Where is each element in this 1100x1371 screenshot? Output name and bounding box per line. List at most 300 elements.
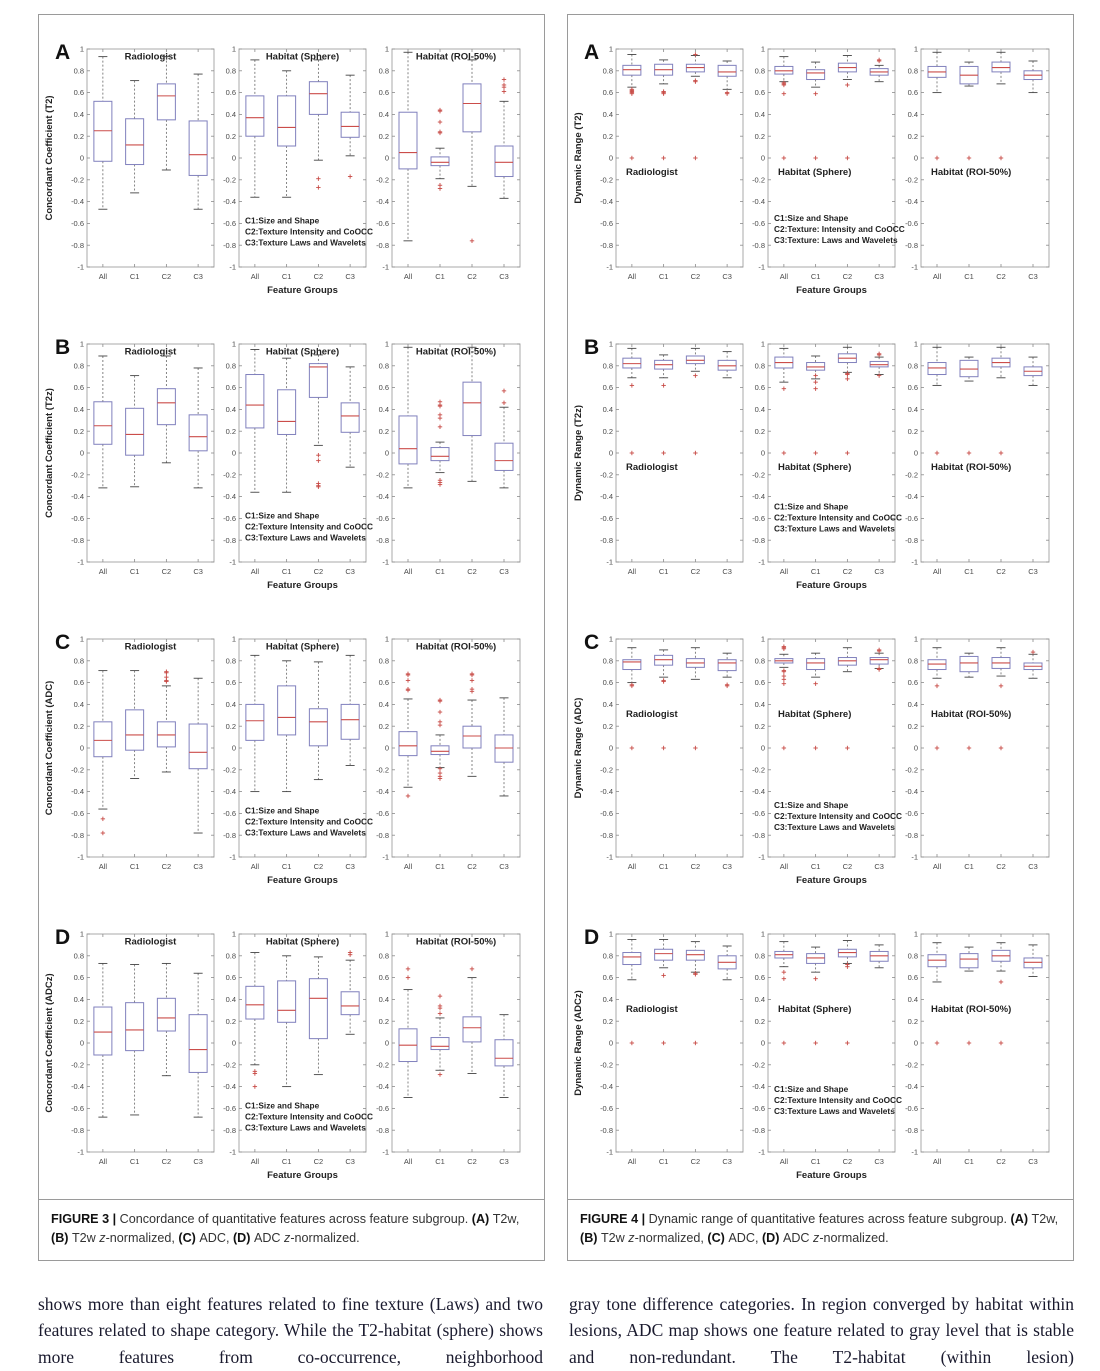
- svg-text:C3: C3: [499, 862, 509, 871]
- caption-text-segment: -normalized.: [819, 1230, 889, 1245]
- subplot-title: Habitat (ROI-50%): [931, 462, 1012, 474]
- svg-text:0.2: 0.2: [754, 131, 765, 141]
- svg-text:-0.4: -0.4: [376, 197, 389, 207]
- svg-text:0: 0: [913, 153, 918, 163]
- svg-text:0.4: 0.4: [378, 405, 389, 414]
- svg-text:-0.6: -0.6: [71, 514, 84, 523]
- svg-text:0.8: 0.8: [907, 361, 918, 371]
- svg-text:All: All: [627, 272, 637, 281]
- svg-text:-0.2: -0.2: [905, 1060, 918, 1070]
- subplot-title: Habitat (Sphere): [265, 346, 340, 358]
- caption-text-segment: ADC,: [199, 1230, 233, 1245]
- svg-text:0: 0: [608, 743, 613, 753]
- svg-text:C1: C1: [964, 862, 974, 871]
- svg-text:-0.6: -0.6: [905, 809, 918, 818]
- svg-text:0.2: 0.2: [73, 1016, 84, 1026]
- svg-text:0.8: 0.8: [378, 951, 389, 961]
- svg-text:-0.6: -0.6: [905, 219, 918, 228]
- svg-text:0: 0: [384, 448, 389, 458]
- svg-text:0.4: 0.4: [754, 700, 765, 709]
- feature-group-legend: C3:Texture Laws and Wavelets: [245, 532, 366, 543]
- svg-text:1: 1: [913, 339, 918, 349]
- caption-text-segment: z: [284, 1230, 291, 1245]
- subplot-A-2: [905, 45, 1049, 281]
- svg-text:1: 1: [384, 634, 389, 644]
- svg-text:1: 1: [760, 634, 765, 644]
- svg-text:-0.6: -0.6: [752, 1104, 765, 1113]
- svg-text:C2: C2: [467, 272, 477, 281]
- svg-text:0.6: 0.6: [225, 88, 236, 98]
- feature-group-legend: C3:Texture Laws and Wavelets: [774, 523, 895, 534]
- svg-text:-0.8: -0.8: [71, 240, 84, 250]
- svg-text:-1: -1: [77, 1147, 84, 1157]
- y-axis-label: Concordant Coefficient (T2): [44, 95, 55, 221]
- subplot-title: Habitat (Sphere): [778, 462, 852, 474]
- svg-text:-0.4: -0.4: [752, 492, 765, 502]
- panel-letter: A: [584, 41, 600, 64]
- svg-text:0: 0: [79, 1038, 84, 1048]
- boxplot-row-B: [39, 314, 544, 609]
- svg-text:All: All: [627, 862, 637, 871]
- subplot-B-2: [905, 340, 1049, 576]
- svg-text:-0.8: -0.8: [752, 830, 765, 840]
- svg-text:1: 1: [608, 44, 613, 54]
- svg-text:0.8: 0.8: [754, 656, 765, 666]
- svg-text:-0.8: -0.8: [223, 535, 236, 545]
- caption-text-segment: Concordance of quantitative features across feature subgroup.: [119, 1212, 472, 1226]
- body-text: [38, 1291, 1100, 1371]
- svg-text:1: 1: [79, 634, 84, 644]
- caption-bold-segment: (A): [1010, 1212, 1032, 1226]
- svg-text:-1: -1: [229, 557, 236, 567]
- boxplot-row-svg-D: [568, 904, 1073, 1194]
- svg-text:-0.6: -0.6: [376, 1104, 389, 1113]
- y-axis-label: Concordant Coefficient (ADC): [44, 680, 55, 816]
- svg-text:0.4: 0.4: [602, 405, 613, 414]
- svg-text:C3: C3: [345, 862, 355, 871]
- subplot-C-1: [752, 635, 902, 886]
- svg-text:0.8: 0.8: [754, 361, 765, 371]
- svg-text:0.4: 0.4: [225, 110, 236, 119]
- svg-text:0.4: 0.4: [602, 110, 613, 119]
- svg-text:-0.2: -0.2: [600, 1060, 613, 1070]
- svg-text:0.2: 0.2: [907, 426, 918, 436]
- caption-bold-segment: FIGURE 3 |: [51, 1212, 120, 1226]
- figure-4-plots: [568, 15, 1073, 1199]
- panel-letter: C: [55, 631, 71, 654]
- svg-text:-0.8: -0.8: [223, 240, 236, 250]
- svg-text:All: All: [627, 1157, 637, 1166]
- svg-text:C2: C2: [690, 1157, 701, 1166]
- subplot-title: Habitat (ROI-50%): [415, 641, 497, 653]
- svg-text:0.6: 0.6: [73, 383, 84, 393]
- svg-text:All: All: [779, 862, 789, 871]
- svg-text:-0.6: -0.6: [905, 514, 918, 523]
- caption-bold-segment: (D): [761, 1230, 783, 1245]
- svg-text:All: All: [779, 272, 789, 281]
- svg-text:0: 0: [913, 743, 918, 753]
- svg-text:0.8: 0.8: [225, 656, 236, 666]
- svg-text:0.6: 0.6: [73, 973, 84, 983]
- svg-text:C2: C2: [996, 272, 1006, 281]
- svg-text:All: All: [250, 862, 260, 871]
- svg-text:0.2: 0.2: [225, 721, 236, 731]
- svg-text:C2: C2: [467, 567, 477, 576]
- svg-text:-0.4: -0.4: [600, 492, 613, 502]
- svg-text:C1: C1: [658, 567, 669, 576]
- svg-text:0.4: 0.4: [225, 700, 236, 709]
- boxplot-row-svg-A: [39, 19, 544, 309]
- svg-text:-0.2: -0.2: [905, 765, 918, 775]
- svg-text:C3: C3: [874, 272, 884, 281]
- caption-bold-segment: FIGURE 4 |: [580, 1212, 649, 1226]
- y-axis-label: Dynamic Range (ADCz): [573, 990, 584, 1096]
- svg-text:0: 0: [608, 448, 613, 458]
- svg-text:All: All: [932, 862, 942, 871]
- svg-text:-0.6: -0.6: [905, 1104, 918, 1113]
- svg-text:-0.6: -0.6: [752, 219, 765, 228]
- y-axis-label: Dynamic Range (ADC): [573, 697, 584, 799]
- svg-text:-0.8: -0.8: [905, 240, 918, 250]
- caption-text-segment: z: [628, 1230, 635, 1245]
- feature-group-legend: C2:Texture Intensity and CoOCC: [245, 816, 374, 827]
- feature-group-legend: C2:Texture Intensity and CoOCC: [245, 226, 374, 237]
- svg-text:-0.4: -0.4: [905, 492, 918, 502]
- svg-text:0: 0: [760, 743, 765, 753]
- subplot-D-0: [44, 930, 214, 1166]
- subplot-A-0: [573, 45, 743, 281]
- caption-bold-segment: (B): [51, 1230, 72, 1245]
- svg-text:C3: C3: [874, 567, 884, 576]
- subplot-title: Radiologist: [626, 167, 678, 179]
- feature-group-legend: C1:Size and Shape: [245, 805, 320, 816]
- svg-text:-0.4: -0.4: [223, 1082, 236, 1092]
- svg-text:0: 0: [608, 153, 613, 163]
- feature-group-legend: C1:Size and Shape: [774, 799, 849, 810]
- svg-text:C1: C1: [810, 1157, 821, 1166]
- feature-group-legend: C1:Size and Shape: [245, 215, 320, 226]
- svg-text:C1: C1: [964, 272, 974, 281]
- svg-text:All: All: [932, 1157, 942, 1166]
- subplot-title: Habitat (Sphere): [265, 641, 340, 653]
- panel-letter: A: [55, 41, 71, 64]
- caption-bold-segment: (C): [707, 1230, 729, 1245]
- svg-text:All: All: [250, 567, 260, 576]
- svg-text:0: 0: [760, 153, 765, 163]
- subplot-title: Radiologist: [626, 709, 678, 721]
- svg-text:-0.4: -0.4: [905, 787, 918, 797]
- svg-text:0.2: 0.2: [754, 721, 765, 731]
- figure-3-plots: [39, 15, 544, 1199]
- svg-text:C3: C3: [722, 1157, 732, 1166]
- svg-text:-1: -1: [911, 557, 918, 567]
- svg-text:0.8: 0.8: [907, 66, 918, 76]
- svg-text:0.8: 0.8: [73, 361, 84, 371]
- svg-text:-0.2: -0.2: [376, 765, 389, 775]
- svg-text:-0.6: -0.6: [600, 219, 613, 228]
- svg-text:C3: C3: [499, 1157, 509, 1166]
- svg-text:0.4: 0.4: [225, 405, 236, 414]
- svg-text:-0.4: -0.4: [600, 197, 613, 207]
- svg-text:0.4: 0.4: [754, 405, 765, 414]
- subplot-title: Habitat (ROI-50%): [415, 51, 497, 63]
- svg-text:-0.4: -0.4: [905, 197, 918, 207]
- svg-text:0.4: 0.4: [73, 405, 84, 414]
- svg-text:0.6: 0.6: [73, 678, 84, 688]
- svg-text:All: All: [627, 567, 637, 576]
- svg-text:0.2: 0.2: [378, 131, 389, 141]
- svg-text:0.8: 0.8: [754, 66, 765, 76]
- svg-text:0: 0: [384, 153, 389, 163]
- svg-text:0: 0: [231, 153, 236, 163]
- svg-text:C3: C3: [193, 272, 203, 281]
- svg-text:C3: C3: [874, 1157, 884, 1166]
- svg-text:C3: C3: [722, 272, 732, 281]
- svg-text:-0.2: -0.2: [376, 1060, 389, 1070]
- svg-text:0.8: 0.8: [907, 656, 918, 666]
- x-axis-label: Feature Groups: [796, 875, 867, 886]
- svg-text:C2: C2: [467, 862, 477, 871]
- svg-text:0.4: 0.4: [907, 995, 918, 1004]
- svg-text:C2: C2: [161, 862, 172, 871]
- svg-text:-1: -1: [77, 852, 84, 862]
- subplot-D-1: [223, 930, 373, 1181]
- svg-text:-0.2: -0.2: [376, 470, 389, 480]
- svg-text:-1: -1: [382, 852, 389, 862]
- svg-text:-0.2: -0.2: [71, 1060, 84, 1070]
- subplot-A-2: [376, 45, 520, 281]
- svg-text:0.4: 0.4: [754, 110, 765, 119]
- svg-text:0.2: 0.2: [73, 426, 84, 436]
- svg-text:-1: -1: [77, 557, 84, 567]
- boxplot-row-A: [39, 19, 544, 314]
- subplot-D-1: [752, 930, 902, 1181]
- svg-text:1: 1: [231, 44, 236, 54]
- svg-text:All: All: [932, 567, 942, 576]
- svg-text:C1: C1: [281, 272, 292, 281]
- svg-text:1: 1: [913, 44, 918, 54]
- svg-text:0.2: 0.2: [73, 131, 84, 141]
- x-axis-label: Feature Groups: [796, 1170, 867, 1181]
- svg-text:0.2: 0.2: [754, 426, 765, 436]
- svg-text:-0.8: -0.8: [752, 240, 765, 250]
- svg-text:0.2: 0.2: [225, 426, 236, 436]
- subplot-title: Habitat (ROI-50%): [931, 1004, 1012, 1016]
- svg-text:-0.8: -0.8: [600, 1125, 613, 1135]
- boxplot-row-svg-C: [568, 609, 1073, 899]
- svg-text:C2: C2: [690, 272, 701, 281]
- panel-letter: B: [584, 336, 600, 359]
- caption-text-segment: -normalized,: [634, 1230, 708, 1245]
- svg-text:-0.6: -0.6: [376, 809, 389, 818]
- svg-text:0.6: 0.6: [225, 383, 236, 393]
- subplot-title: Habitat (Sphere): [778, 1004, 852, 1016]
- svg-text:All: All: [98, 1157, 108, 1166]
- subplot-B-1: [752, 340, 902, 591]
- svg-text:C2: C2: [690, 567, 701, 576]
- caption-text-segment: -normalized.: [290, 1230, 360, 1245]
- svg-text:0.6: 0.6: [907, 973, 918, 983]
- svg-text:0: 0: [79, 448, 84, 458]
- svg-text:C2: C2: [161, 567, 172, 576]
- svg-text:0.8: 0.8: [73, 951, 84, 961]
- svg-text:-0.8: -0.8: [905, 830, 918, 840]
- svg-text:0.2: 0.2: [225, 131, 236, 141]
- svg-text:0.4: 0.4: [602, 700, 613, 709]
- svg-text:0.8: 0.8: [225, 361, 236, 371]
- svg-text:C3: C3: [1028, 862, 1038, 871]
- svg-text:1: 1: [79, 339, 84, 349]
- svg-text:C3: C3: [874, 862, 884, 871]
- svg-text:1: 1: [913, 929, 918, 939]
- svg-text:C2: C2: [690, 862, 701, 871]
- svg-text:1: 1: [231, 929, 236, 939]
- x-axis-label: Feature Groups: [267, 875, 338, 886]
- boxplot-row-D: [39, 904, 544, 1199]
- svg-text:0.4: 0.4: [378, 995, 389, 1004]
- svg-text:C2: C2: [842, 272, 853, 281]
- svg-text:-0.6: -0.6: [71, 809, 84, 818]
- subplot-A-0: [44, 45, 214, 281]
- svg-text:0.8: 0.8: [907, 951, 918, 961]
- svg-text:C2: C2: [313, 272, 324, 281]
- feature-group-legend: C1:Size and Shape: [245, 510, 320, 521]
- svg-text:C2: C2: [313, 567, 324, 576]
- caption-text-segment: z: [813, 1230, 820, 1245]
- svg-text:0.4: 0.4: [73, 700, 84, 709]
- svg-text:0: 0: [760, 448, 765, 458]
- svg-text:1: 1: [231, 634, 236, 644]
- svg-text:0: 0: [384, 743, 389, 753]
- svg-text:-0.2: -0.2: [223, 470, 236, 480]
- body-text-column-1: shows more than eight features related to fine texture (Laws) and two features related to shape category. While the T2-habitat (sphere) shows more features from co-occurrence, neighborhood: [38, 1293, 543, 1367]
- subplot-title: Habitat (Sphere): [265, 936, 340, 948]
- subplot-D-2: [905, 930, 1049, 1166]
- svg-text:0.4: 0.4: [907, 405, 918, 414]
- svg-text:-0.2: -0.2: [71, 175, 84, 185]
- svg-text:-0.2: -0.2: [71, 765, 84, 775]
- svg-text:-0.4: -0.4: [752, 197, 765, 207]
- body-text-column-2: gray tone difference categories. In region converged by habitat within lesions, ADC map shows one feature related to gray level that is stable and non-redundant. The T2-habitat (within lesion): [569, 1293, 1074, 1367]
- svg-text:C1: C1: [129, 1157, 140, 1166]
- svg-text:0: 0: [79, 743, 84, 753]
- svg-text:0: 0: [913, 1038, 918, 1048]
- svg-text:0.2: 0.2: [378, 1016, 389, 1026]
- feature-group-legend: C2:Texture Intensity and CoOCC: [245, 1111, 374, 1122]
- svg-text:1: 1: [384, 44, 389, 54]
- svg-text:0.6: 0.6: [754, 383, 765, 393]
- figure-3-box: [38, 14, 545, 1261]
- svg-text:C2: C2: [161, 1157, 172, 1166]
- svg-text:C3: C3: [345, 567, 355, 576]
- svg-text:-0.2: -0.2: [223, 765, 236, 775]
- svg-text:0.4: 0.4: [602, 995, 613, 1004]
- svg-text:0.8: 0.8: [378, 66, 389, 76]
- svg-text:-1: -1: [606, 262, 613, 272]
- svg-text:-1: -1: [606, 1147, 613, 1157]
- svg-text:-0.4: -0.4: [600, 787, 613, 797]
- svg-text:-0.2: -0.2: [600, 470, 613, 480]
- svg-text:-0.4: -0.4: [71, 492, 84, 502]
- svg-text:-1: -1: [77, 262, 84, 272]
- svg-text:C2: C2: [842, 1157, 853, 1166]
- svg-text:-0.8: -0.8: [223, 1125, 236, 1135]
- subplot-title: Radiologist: [124, 641, 177, 653]
- svg-text:0.6: 0.6: [378, 678, 389, 688]
- svg-text:C1: C1: [435, 1157, 445, 1166]
- svg-text:0.4: 0.4: [225, 995, 236, 1004]
- svg-text:0: 0: [231, 448, 236, 458]
- svg-text:0.6: 0.6: [907, 88, 918, 98]
- panel-letter: B: [55, 336, 71, 359]
- svg-text:C1: C1: [435, 272, 445, 281]
- x-axis-label: Feature Groups: [796, 285, 867, 296]
- svg-text:-0.4: -0.4: [905, 1082, 918, 1092]
- boxplot-row-svg-A: [568, 19, 1073, 309]
- svg-text:-0.6: -0.6: [752, 514, 765, 523]
- svg-text:C3: C3: [722, 862, 732, 871]
- figures-row: [38, 14, 1100, 1261]
- subplot-title: Radiologist: [124, 936, 177, 948]
- svg-text:-1: -1: [911, 1147, 918, 1157]
- svg-text:-0.8: -0.8: [71, 535, 84, 545]
- subplot-C-2: [376, 635, 520, 871]
- caption-bold-segment: (D): [232, 1230, 254, 1245]
- feature-group-legend: C3:Texture Laws and Wavelets: [245, 237, 366, 248]
- subplot-D-0: [573, 930, 743, 1166]
- boxplot-row-svg-B: [568, 314, 1073, 604]
- x-axis-label: Feature Groups: [267, 1170, 338, 1181]
- y-axis-label: Dynamic Range (T2): [573, 112, 584, 204]
- svg-text:0.6: 0.6: [754, 88, 765, 98]
- subplot-B-0: [573, 340, 743, 576]
- boxplot-row-C: [568, 609, 1073, 904]
- svg-text:0.6: 0.6: [225, 678, 236, 688]
- svg-text:C3: C3: [345, 1157, 355, 1166]
- subplot-title: Radiologist: [626, 1004, 678, 1016]
- svg-text:0: 0: [384, 1038, 389, 1048]
- svg-text:-0.8: -0.8: [905, 1125, 918, 1135]
- svg-text:C3: C3: [1028, 272, 1038, 281]
- x-axis-label: Feature Groups: [267, 580, 338, 591]
- feature-group-legend: C3:Texture Laws and Wavelets: [245, 1122, 366, 1133]
- boxplot-row-svg-B: [39, 314, 544, 604]
- svg-text:C1: C1: [129, 272, 140, 281]
- svg-text:0.2: 0.2: [602, 426, 613, 436]
- svg-text:-1: -1: [382, 262, 389, 272]
- svg-text:-0.2: -0.2: [376, 175, 389, 185]
- svg-text:C2: C2: [313, 1157, 324, 1166]
- svg-text:All: All: [98, 862, 108, 871]
- caption-text-segment: T2w,: [492, 1212, 520, 1226]
- svg-text:1: 1: [384, 339, 389, 349]
- feature-group-legend: C3:Texture Laws and Wavelets: [774, 821, 895, 832]
- subplot-title: Habitat (ROI-50%): [931, 709, 1012, 721]
- svg-text:-0.4: -0.4: [376, 1082, 389, 1092]
- svg-text:-1: -1: [229, 1147, 236, 1157]
- svg-text:C1: C1: [435, 567, 445, 576]
- svg-text:C2: C2: [467, 1157, 477, 1166]
- svg-text:0.4: 0.4: [378, 110, 389, 119]
- svg-text:1: 1: [608, 339, 613, 349]
- svg-text:-0.6: -0.6: [600, 809, 613, 818]
- svg-text:0: 0: [760, 1038, 765, 1048]
- y-axis-label: Concordant Coefficient (T2z): [44, 388, 55, 518]
- svg-text:-0.4: -0.4: [376, 787, 389, 797]
- svg-text:0.6: 0.6: [602, 973, 613, 983]
- svg-text:-0.4: -0.4: [71, 197, 84, 207]
- feature-group-legend: C1:Size and Shape: [774, 213, 849, 224]
